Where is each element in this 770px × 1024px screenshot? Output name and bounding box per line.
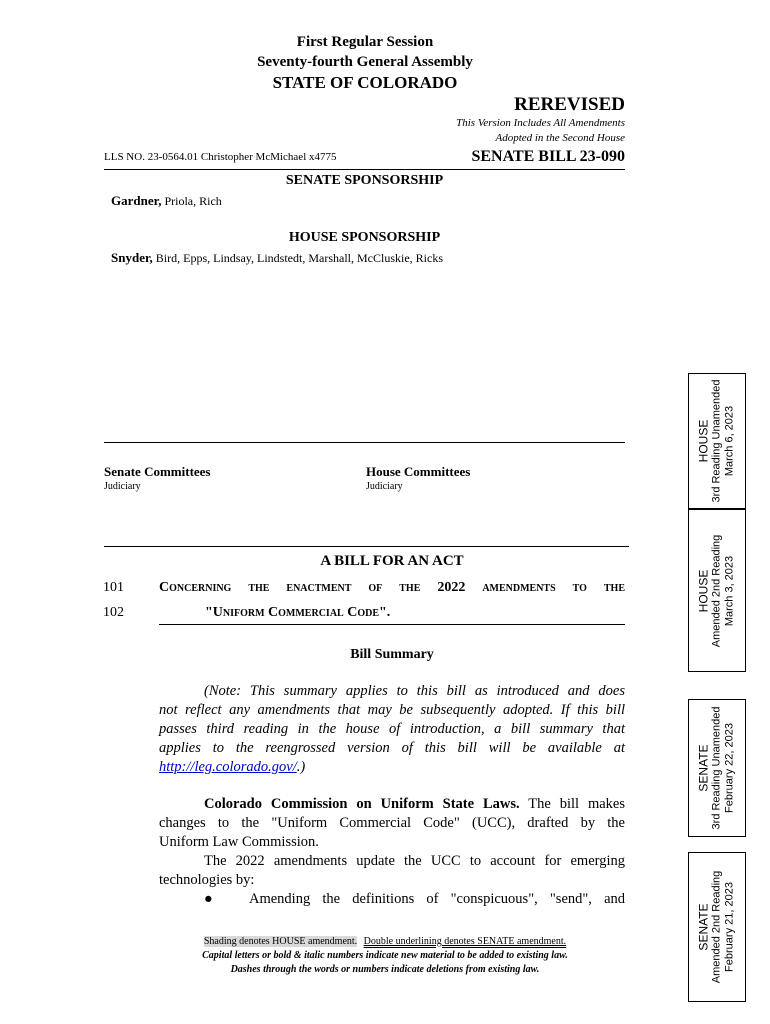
- note-line-2: not reflect any amendments that may be subsequently adopted. If this bill: [159, 702, 625, 718]
- stamp-house-2nd-reading: [688, 509, 746, 672]
- stamp-chamber: SENATE: [696, 744, 711, 792]
- stamp-senate-3rd-reading: [688, 699, 746, 837]
- senate-committees-value: Judiciary: [104, 481, 141, 492]
- stamp-date: March 3, 2023: [723, 555, 736, 626]
- senate-sponsorship-title: SENATE SPONSORSHIP: [285, 173, 444, 188]
- line-number-102: 102: [103, 605, 124, 620]
- stamp-action: Amended 2nd Reading: [710, 534, 723, 647]
- stamp-action: Amended 2nd Reading: [710, 870, 723, 984]
- note-line-4: applies to the reengrossed version of this bill will be available at: [159, 740, 625, 756]
- amendment-legend: [104, 936, 666, 947]
- stamp-chamber: HOUSE: [696, 419, 711, 463]
- bullet-item: [159, 890, 625, 909]
- assembly-title: Seventy-fourth General Assembly: [257, 54, 473, 70]
- lls-number: LLS NO. 23-0564.01 Christopher McMichael x4775: [104, 151, 337, 163]
- session-title: First Regular Session: [296, 34, 434, 50]
- stamp-chamber: HOUSE: [696, 569, 711, 612]
- house-sponsors: [111, 250, 443, 266]
- bill-number: SENATE BILL 23-090: [471, 148, 625, 165]
- stamp-action: 3rd Reading Unamended: [710, 706, 723, 830]
- version-label: REREVISED: [514, 94, 625, 115]
- shading-note: Shading denotes HOUSE amendment.: [203, 936, 358, 947]
- para1-line2: changes to the "Uniform Commercial Code" (UCC), drafted by the: [159, 815, 625, 831]
- para1-line3: Uniform Law Commission.: [159, 834, 319, 850]
- underline-note: Double underlining denotes SENATE amendment.: [363, 936, 567, 947]
- act-title: A BILL FOR AN ACT: [320, 553, 464, 569]
- para1-heading: Colorado Commission on Uniform State Laws.: [204, 796, 520, 812]
- leg-website-link[interactable]: http://leg.colorado.gov/: [159, 759, 297, 775]
- house-committees-label: House Committees: [366, 464, 471, 479]
- header-rule: [104, 169, 625, 170]
- summary-note: [159, 682, 625, 777]
- summary-body: [159, 795, 625, 909]
- stamp-date: February 22, 2023: [723, 723, 736, 813]
- version-note-line1: This Version Includes All Amendments: [456, 117, 625, 129]
- house-sponsorship-title: HOUSE SPONSORSHIP: [288, 230, 441, 245]
- line-number-101: 101: [103, 580, 124, 595]
- note-line-3: passes third reading in the house of introduction, a bill summary that: [159, 721, 625, 737]
- note-line-1: (Note: This summary applies to this bill as introduced and does: [204, 683, 625, 699]
- para2-line1: The 2022 amendments update the UCC to account for emerging: [204, 853, 625, 869]
- summary-title: Bill Summary: [350, 647, 434, 662]
- caps-note: Capital letters or bold & italic numbers indicate new material to be added to existing law.: [202, 950, 568, 961]
- stamp-senate-2nd-reading: [688, 852, 746, 1002]
- stamp-house-3rd-reading: [688, 373, 746, 509]
- para2-line2: technologies by:: [159, 872, 255, 888]
- house-committees-value: Judiciary: [366, 481, 403, 492]
- stamp-action: 3rd Reading Unamended: [710, 379, 723, 503]
- bill-title-line1: Concerning the enactment of the 2022 amendments to the: [159, 580, 625, 595]
- senate-primary-sponsor: Gardner,: [111, 193, 162, 208]
- bullet-icon: ●: [204, 891, 213, 907]
- version-note-line2: Adopted in the Second House: [495, 132, 625, 144]
- bill-title-line2: "Uniform Commercial Code".: [205, 605, 391, 620]
- stamp-date: March 6, 2023: [723, 405, 736, 477]
- bullet-text: Amending the definitions of "conspicuous", "send", and: [249, 891, 625, 907]
- note-end: .): [296, 759, 306, 775]
- stamp-chamber: SENATE: [696, 903, 711, 951]
- title-rule: [159, 624, 625, 625]
- senate-committees-label: Senate Committees: [104, 464, 211, 479]
- stamp-date: February 21, 2023: [723, 882, 736, 972]
- act-top-rule: [104, 546, 629, 547]
- committee-top-rule: [104, 442, 625, 443]
- para1-line1: [159, 795, 625, 814]
- dashes-note: Dashes through the words or numbers indicate deletions from existing law.: [230, 964, 540, 975]
- senate-cosponsors: Priola, Rich: [164, 194, 222, 208]
- state-title: STATE OF COLORADO: [272, 73, 458, 92]
- house-cosponsors: Bird, Epps, Lindsay, Lindstedt, Marshall, McCluskie, Ricks: [155, 251, 443, 265]
- para1-rest: The bill makes: [519, 796, 625, 812]
- house-primary-sponsor: Snyder,: [111, 250, 153, 265]
- note-line-5: [159, 758, 625, 777]
- senate-sponsors: [111, 193, 222, 209]
